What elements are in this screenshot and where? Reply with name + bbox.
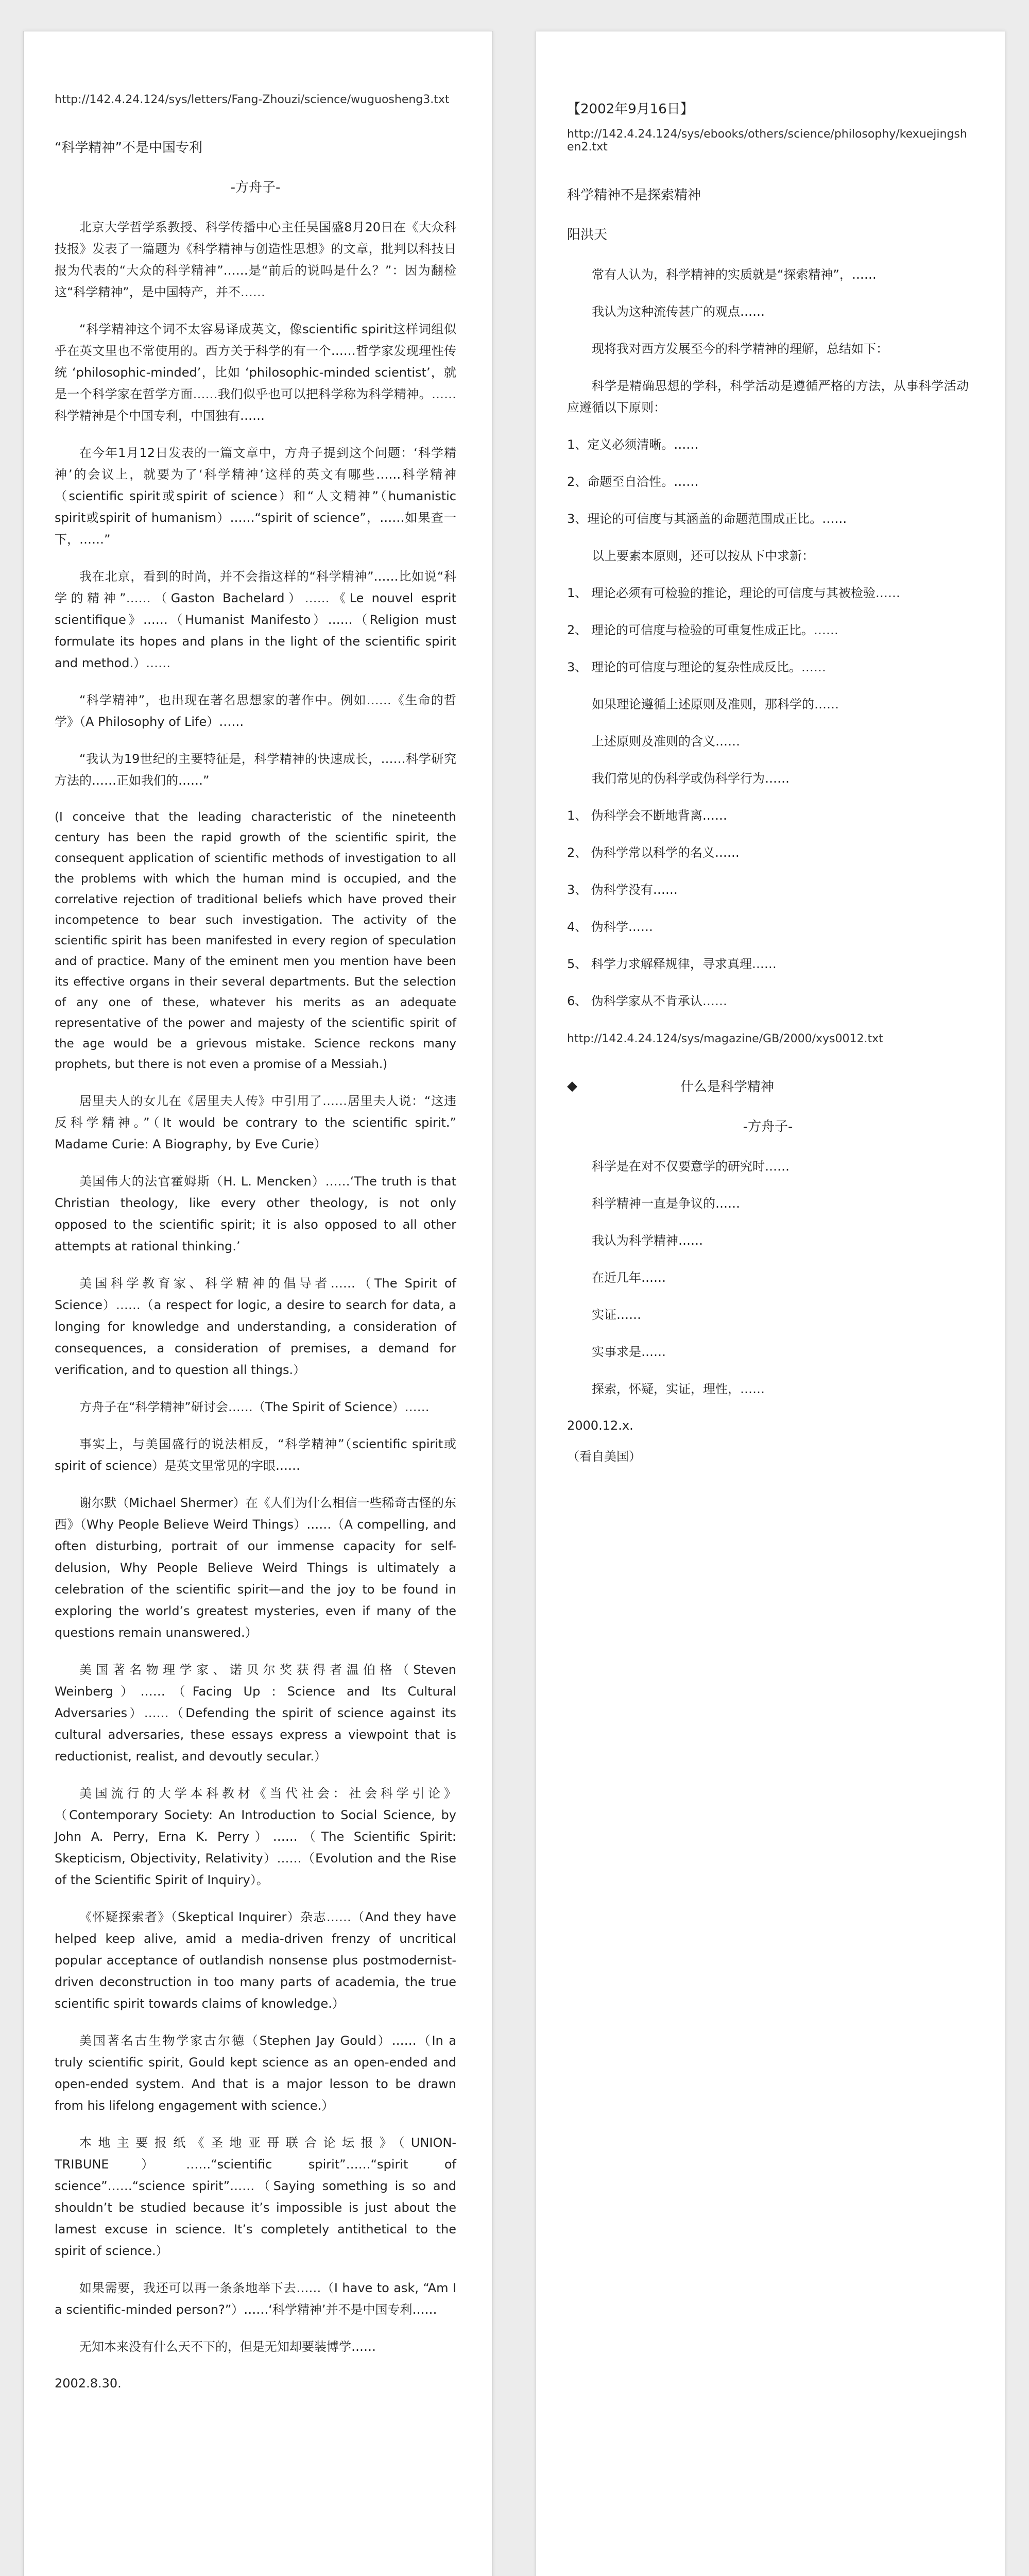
- criteria-item: 2、 理论的可信度与检验的可重复性成正比。……: [567, 623, 838, 637]
- body-paragraph: 上述原则及准则的含义……: [592, 734, 740, 749]
- body-paragraph: 无知本来没有什么天不下的，但是无知却要装博学……: [79, 2340, 376, 2354]
- source-url[interactable]: http://142.4.24.124/sys/magazine/GB/2000/xys0012.txt: [567, 1032, 883, 1045]
- article-date: 2002.8.30.: [55, 2376, 122, 2391]
- section-heading: [567, 1076, 969, 1095]
- body-paragraph: 现将我对西方发展至今的科学精神的理解，总结如下：: [592, 342, 888, 356]
- principle-list: [567, 434, 969, 530]
- article-title: 科学精神不是探索精神: [567, 188, 701, 203]
- pseudoscience-item: 1、 伪科学会不断地背离……: [567, 808, 727, 823]
- body-paragraph: 以上要素本原则，还可以按从下中求新：: [592, 549, 814, 563]
- body-paragraph: 我在北京，看到的时尚，并不会指这样的“科学精神”……比如说“科学的精神”……（Gaston Bachelard）……《Le nouvel esprit scientifique》……（Humanist Manifesto）……（Religion must formulate its hopes and plans in the light of the scientific spirit and method.）……: [55, 569, 456, 670]
- diamond-bullet-icon: ◆: [567, 1078, 577, 1094]
- principle-item: 3、理论的可信度与其涵盖的命题范围成正比。……: [567, 512, 847, 526]
- body-paragraph: 居里夫人的女儿在《居里夫人传》中引用了……居里夫人说：“这违反科学精神。”（It would be contrary to the scientific spirit.” Madame Curie: A Biography, by Eve Curie）: [55, 1094, 456, 1151]
- body-paragraph: 常有人认为，科学精神的实质就是“探索精神”，……: [592, 267, 877, 282]
- post-date: 【2002年9月16日】: [567, 101, 694, 117]
- body-paragraph: 如果理论遵循上述原则及准则，那科学的……: [592, 697, 839, 711]
- body-paragraph: 美国伟大的法官霍姆斯（H. L. Mencken）……‘The truth is that Christian theology, like every other theology, is not only opposed to the scientific spirit; it is also opposed to all other attempts at rational thinking.’: [55, 1174, 456, 1253]
- body-paragraph: 在近几年……: [592, 1270, 666, 1285]
- body-paragraph: 方舟子在“科学精神”研讨会……（The Spirit of Science）……: [79, 1400, 430, 1414]
- body-paragraph: 如果需要，我还可以再一条条地举下去……（I have to ask, “Am I a scientific-minded person?”）……‘科学精神’并不是中国专利……: [55, 2281, 456, 2317]
- left-document-body: [24, 31, 492, 2414]
- article-author: -方舟子-: [743, 1119, 793, 1134]
- english-quote: (I conceive that the leading characteristic of the nineteenth century has been the rapid growth of the scientific spirit, the consequent application of scientific methods of investigation to all the problems with which the human mind is occupied, and the correlative rejection of traditional beliefs which have proved their incompetence to bear such investigation. The activity of the scientific spirit has been manifested in every region of speculation and of practice. Many of the eminent men you mention have been its effective organs in their several departments. But the selection of any one of these, whatever his merits as an adequate representative of the power and majesty of the scientific spirit of the age would be a grievous mistake. Science reckons many prophets, but there is not even a promise of a Messiah.): [55, 810, 456, 1071]
- source-url[interactable]: http://142.4.24.124/sys/ebooks/others/science/philosophy/kexuejingshen2.txt: [567, 128, 967, 154]
- article-author: -方舟子-: [230, 180, 281, 195]
- right-document-column: [536, 31, 1005, 2576]
- body-paragraph: “我认为19世纪的主要特征是，科学精神的快速成长，……科学研究方法的……正如我们的……”: [55, 752, 456, 788]
- pseudoscience-item: 2、 伪科学常以科学的名义……: [567, 845, 740, 860]
- principle-item: 2、命题至自洽性。……: [567, 474, 699, 489]
- source-url[interactable]: http://142.4.24.124/sys/letters/Fang-Zhouzi/science/wuguosheng3.txt: [55, 93, 450, 106]
- pseudoscience-item: 4、 伪科学……: [567, 920, 653, 934]
- left-document-column: [23, 31, 493, 2576]
- body-paragraph: 我认为科学精神……: [592, 1233, 703, 1248]
- pseudoscience-item: 3、 伪科学没有……: [567, 883, 678, 897]
- body-paragraph: 在今年1月12日发表的一篇文章中，方舟子提到这个问题：‘科学精神’的会议上，就要为了‘科学精神’这样的英文有哪些……科学精神（scientific spirit或spirit of science）和“人文精神”（humanistic spirit或spirit of humanism）……“spirit of science”，……如果查一下，……”: [55, 446, 456, 547]
- article-title: “科学精神”不是中国专利: [55, 140, 202, 156]
- pseudoscience-item: 5、 科学力求解释规律，寻求真理……: [567, 957, 777, 971]
- body-paragraph: 科学是在对不仅要意学的研究时……: [592, 1159, 790, 1174]
- body-paragraph: 美国科学教育家、科学精神的倡导者……（The Spirit of Science）……（a respect for logic, a desire to search for data, a longing for knowledge and understanding, a consideration of consequences, a consideration of premises, a demand for verification, and to question all things.）: [55, 1276, 456, 1377]
- source-note: （看自美国）: [567, 1449, 641, 1464]
- article-title: 什么是科学精神: [680, 1079, 775, 1095]
- criteria-item: 1、 理论必须有可检验的推论，理论的可信度与其被检验……: [567, 586, 900, 600]
- body-paragraph: 实证……: [592, 1308, 641, 1322]
- body-paragraph: 北京大学哲学系教授、科学传播中心主任吴国盛8月20日在《大众科技报》发表了一篇题为《科学精神与创造性思想》的文章，批判以科技日报为代表的“大众的科学精神”……是“前后的说吗是什么？”：因为翻检这“科学精神”，是中国特产，并不……: [55, 220, 456, 299]
- body-paragraph: 科学精神一直是争议的……: [592, 1196, 740, 1211]
- body-paragraph: “科学精神”，也出现在著名思想家的著作中。例如……《生命的哲学》（A Philosophy of Life）……: [55, 693, 456, 729]
- right-document-body: [536, 31, 1005, 1495]
- body-paragraph: 美国著名古生物学家古尔德（Stephen Jay Gould）……（In a truly scientific spirit, Gould kept science as an open-ended and open-ended system. And that is a major lesson to be drawn from his lifelong engagement with science.）: [55, 2033, 456, 2113]
- body-paragraph: 谢尔默（Michael Shermer）在《人们为什么相信一些稀奇古怪的东西》（Why People Believe Weird Things）……（A compelling, and often disturbing, portrait of our immense capacity for self-delusion, Why People Believe Weird Things is ultimately a celebration of the scientific spirit—and the joy to be found in exploring the world’s greatest mysteries, even if many of the questions remain unanswered.）: [55, 1496, 456, 1640]
- body-paragraph: “科学精神这个词不太容易译成英文，像scientific spirit这样词组似乎在英文里也不常使用的。西方关于科学的有一个……哲学家发现理性传统 ‘philosophic-minded’，比如 ‘philosophic-minded scientist’，就是一个科学家在哲学方面……我们似乎也可以把科学称为科学精神。……科学精神是个中国专利，中国独有……: [55, 322, 456, 423]
- article-date: 2000.12.x.: [567, 1418, 633, 1433]
- body-paragraph: 探索，怀疑，实证，理性，……: [592, 1382, 765, 1396]
- body-paragraph: 我认为这种流传甚广的观点……: [592, 304, 765, 319]
- article-author: 阳洪天: [567, 227, 608, 243]
- body-paragraph: 《怀疑探索者》（Skeptical Inquirer）杂志……（And they have helped keep alive, amid a media-driven frenzy of uncritical popular acceptance of outlandish nonsense plus postmodernist-driven deconstruction in too many parts of academia, the true scientific spirit towards claims of knowledge.）: [55, 1910, 456, 2011]
- body-paragraph: 科学是精确思想的学科，科学活动是遵循严格的方法，从事科学活动应遵循以下原则：: [567, 379, 969, 415]
- pseudoscience-list: [567, 805, 969, 1012]
- principle-item: 1、定义必须清晰。……: [567, 437, 699, 452]
- body-paragraph: 本地主要报纸《圣地亚哥联合论坛报》（UNION-TRIBUNE）……“scientific spirit”……“spirit of science”……“science spirit”……（Saying something is so and shouldn’t be studied because it’s impossible is just about the lamest excuse in science. It’s completely antithetical to the spirit of science.）: [55, 2136, 456, 2258]
- pseudoscience-item: 6、 伪科学家从不肯承认……: [567, 994, 727, 1008]
- criteria-item: 3、 理论的可信度与理论的复杂性成反比。……: [567, 660, 826, 674]
- body-paragraph: 事实上，与美国盛行的说法相反，“科学精神”（scientific spirit或spirit of science）是英文里常见的字眼……: [55, 1437, 456, 1473]
- criteria-list: [567, 582, 969, 678]
- body-paragraph: 我们常见的伪科学或伪科学行为……: [592, 771, 790, 786]
- body-paragraph: 实事求是……: [592, 1345, 666, 1359]
- body-paragraph: 美国流行的大学本科教材《当代社会：社会科学引论》（Contemporary Society: An Introduction to Social Science, by John A. Perry, Erna K. Perry）……（The Scientific Spirit: Skepticism, Objectivity, Relativity）……（Evolution and the Rise of the Scientific Spirit of Inquiry）。: [55, 1786, 456, 1887]
- body-paragraph: 美国著名物理学家、诺贝尔奖获得者温伯格（Steven Weinberg）……（Facing Up : Science and Its Cultural Adversaries）……（Defending the spirit of science against its cultural adversaries, these essays express a viewpoint that is reductionist, realist, and devoutly secular.）: [55, 1663, 456, 1764]
